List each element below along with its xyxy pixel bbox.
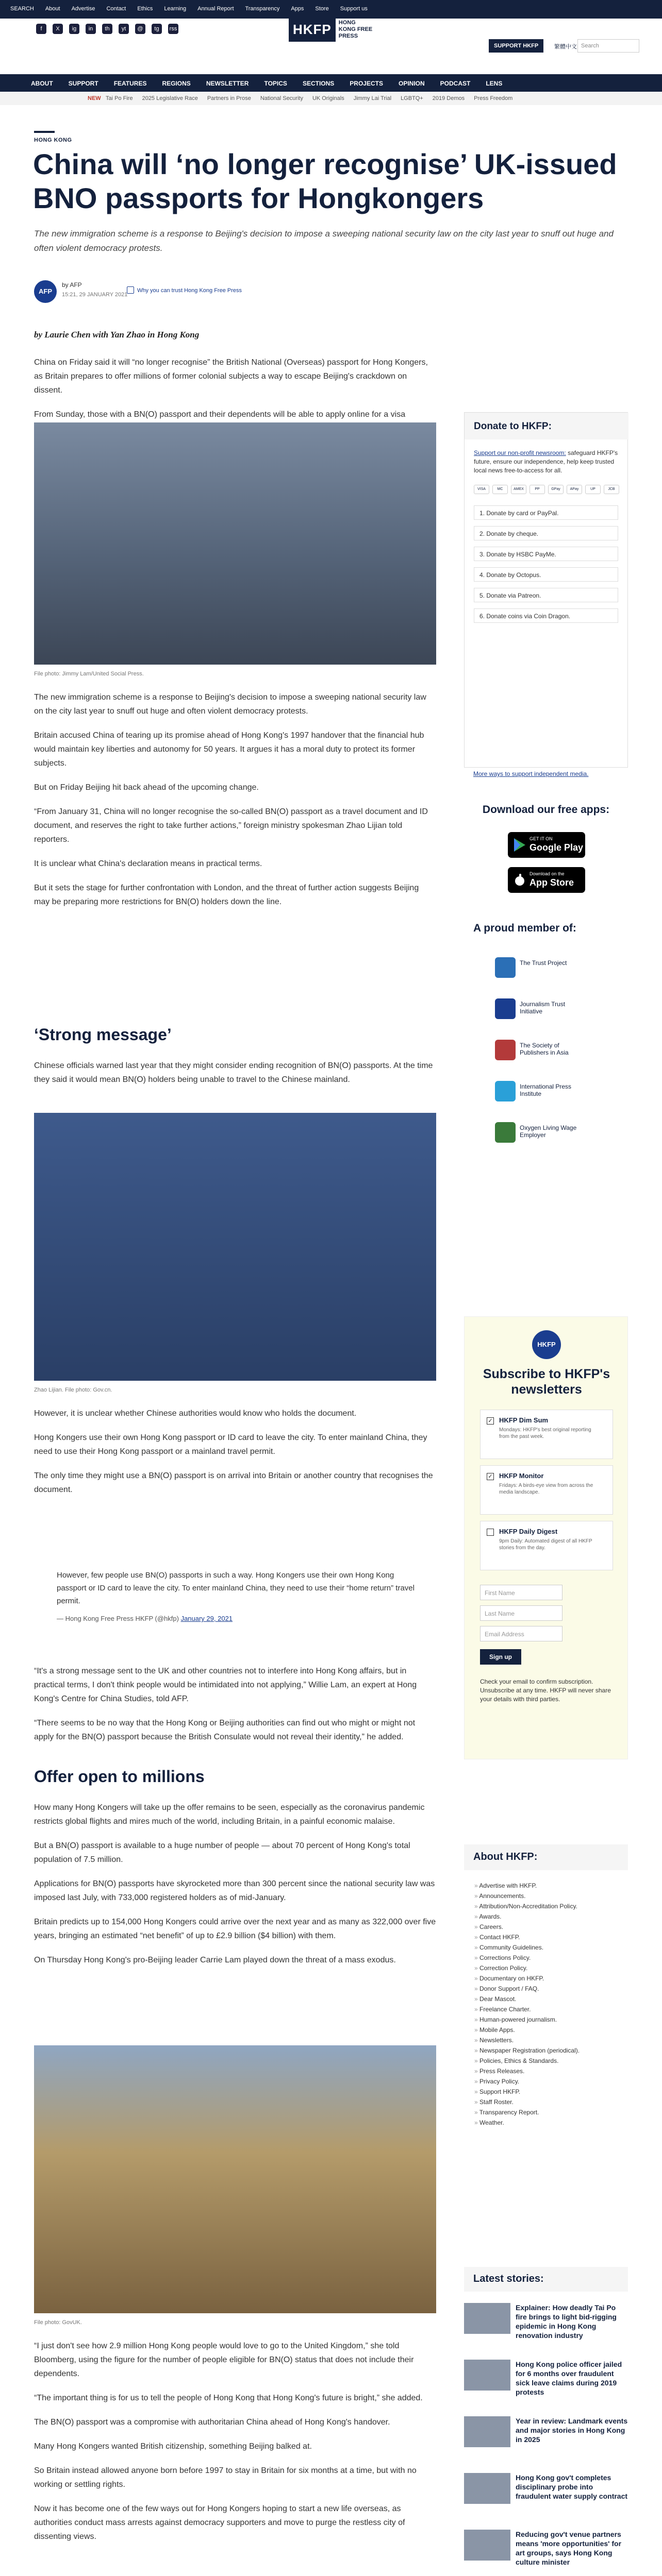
google-play-top: GET IT ON bbox=[529, 836, 553, 841]
paragraph: However, it is unclear whether Chinese authorities would know who holds the document. bbox=[34, 1409, 357, 1418]
donate-option[interactable]: 6. Donate coins via Coin Dragon. bbox=[474, 608, 618, 623]
about-link[interactable]: » Donor Support / FAQ. bbox=[474, 1984, 580, 1994]
nav-item[interactable]: SUPPORT bbox=[68, 80, 98, 87]
about-link[interactable]: » Weather. bbox=[474, 2117, 580, 2128]
about-link[interactable]: » Staff Roster. bbox=[474, 2097, 580, 2107]
subnav-item[interactable]: National Security bbox=[260, 95, 303, 101]
tweet-author: — Hong Kong Free Press HKFP (@hkfp) bbox=[57, 1615, 179, 1622]
nav-item[interactable]: FEATURES bbox=[113, 80, 147, 87]
paragraph: From Sunday, those with a BN(O) passport and their dependents will be able to apply online for a visa bbox=[34, 410, 406, 419]
embedded-tweet bbox=[57, 1569, 418, 1622]
trust-link[interactable]: Why you can trust Hong Kong Free Press bbox=[137, 287, 242, 294]
about-link[interactable]: » Newspaper Registration (periodical). bbox=[474, 2045, 580, 2056]
member-icon bbox=[495, 957, 516, 978]
article-standfirst: The new immigration scheme is a response to Beijing's decision to impose a sweeping national security law on the city last year to snuff out huge and often violent democracy protests. bbox=[34, 229, 614, 253]
about-link[interactable]: » Announcements. bbox=[474, 1891, 580, 1901]
app-store-top: Download on the bbox=[529, 871, 565, 876]
article-image-big-ben bbox=[34, 2045, 436, 2313]
donate-option[interactable]: 5. Donate via Patreon. bbox=[474, 588, 618, 602]
payment-card-icon: AMEX bbox=[511, 485, 526, 494]
article-body-2 bbox=[34, 690, 436, 919]
subnav-item[interactable]: LGBTQ+ bbox=[401, 95, 423, 101]
latest-story[interactable] bbox=[464, 2360, 628, 2409]
main-nav bbox=[0, 74, 662, 92]
section-heading-offer: Offer open to millions bbox=[34, 1767, 205, 1786]
top-link[interactable]: About bbox=[45, 6, 60, 12]
paragraph: So Britain instead allowed anyone born before 1997 to stay in Britain for six months at a time, but with no working or settling rights. bbox=[34, 2466, 417, 2489]
newsletter-option[interactable] bbox=[480, 1521, 613, 1570]
social-icon[interactable]: @ bbox=[135, 24, 145, 34]
image-caption: File photo: GovUK. bbox=[34, 2319, 82, 2326]
nav-item[interactable]: PODCAST bbox=[440, 80, 471, 87]
about-link[interactable]: » Freelance Charter. bbox=[474, 2004, 580, 2014]
last-name-input[interactable]: Last Name bbox=[480, 1605, 562, 1621]
about-list bbox=[474, 1880, 580, 2128]
about-link[interactable]: » Press Releases. bbox=[474, 2066, 580, 2076]
top-link[interactable]: Apps bbox=[291, 6, 304, 12]
paragraph: China on Friday said it will “no longer recognise” the British National (Overseas) passport for Hong Kongers, as Britain prepares to offer millions of former colonial subjects a way to escape Beijing's crackdown on dissent. bbox=[34, 358, 428, 395]
donate-option[interactable]: 4. Donate by Octopus. bbox=[474, 567, 618, 582]
social-icon[interactable]: ig bbox=[69, 24, 79, 34]
email-input[interactable]: Email Address bbox=[480, 1626, 562, 1641]
member-logo[interactable] bbox=[495, 953, 583, 982]
author-avatar[interactable]: AFP bbox=[34, 280, 57, 303]
latest-story[interactable] bbox=[464, 2303, 628, 2352]
member-logo[interactable] bbox=[495, 1036, 583, 1064]
subnav-item[interactable]: 2025 Legislative Race bbox=[142, 95, 198, 101]
subnav-item[interactable]: Partners in Prose bbox=[207, 95, 251, 101]
first-name-input[interactable]: First Name bbox=[480, 1585, 562, 1600]
paragraph: It is unclear what China's declaration means in practical terms. bbox=[34, 859, 262, 868]
paragraph: Britain accused China of tearing up its promise ahead of Hong Kong's 1997 handover that the financial hub would maintain key liberties and autonomy for 50 years. It argues it has a moral duty to protect its former subjects. bbox=[34, 731, 424, 768]
newsletter-box bbox=[464, 1316, 628, 1759]
sub-nav-items bbox=[106, 95, 512, 101]
social-icon[interactable]: yt bbox=[119, 24, 129, 34]
payment-card-icon: GPay bbox=[548, 485, 564, 494]
paragraph: Hong Kongers use their own Hong Kong passport or ID card to leave the city. To enter mainland China, they need to use their Hong Kong passport or a mainland travel permit. bbox=[34, 1433, 427, 1456]
donate-description: safeguard HKFP's future, ensure our independence, help keep trusted local news free-to-access for all. bbox=[474, 449, 618, 474]
about-link[interactable]: » Community Guidelines. bbox=[474, 1942, 580, 1953]
latest-story[interactable] bbox=[464, 2530, 628, 2576]
latest-story[interactable] bbox=[464, 2416, 628, 2466]
site-logo[interactable] bbox=[289, 15, 373, 43]
article-body-3 bbox=[34, 1059, 436, 1097]
donate-box bbox=[464, 412, 628, 768]
top-link[interactable]: Ethics bbox=[137, 6, 153, 12]
article-body-4 bbox=[34, 1406, 436, 1507]
newsletter-option-title: HKFP Monitor bbox=[499, 1472, 544, 1480]
members-title: A proud member of: bbox=[473, 922, 576, 934]
top-link[interactable]: Contact bbox=[106, 6, 126, 12]
social-icon[interactable]: X bbox=[53, 24, 63, 34]
about-link[interactable]: » Privacy Policy. bbox=[474, 2076, 580, 2087]
tweet-date-link[interactable]: January 29, 2021 bbox=[180, 1615, 233, 1622]
nav-item[interactable]: LENS bbox=[486, 80, 503, 87]
member-label: Oxygen Living Wage Employer bbox=[520, 1124, 577, 1139]
about-link[interactable]: » Mobile Apps. bbox=[474, 2025, 580, 2035]
newsletter-option-desc: Fridays: A birds-eye view from across the media landscape. bbox=[499, 1483, 593, 1495]
payment-card-icon: UP bbox=[585, 485, 601, 494]
story-thumbnail[interactable] bbox=[464, 2360, 510, 2391]
article-body-7 bbox=[34, 2339, 436, 2554]
story-thumbnail[interactable] bbox=[464, 2416, 510, 2447]
member-icon bbox=[495, 998, 516, 1019]
paragraph: The BN(O) passport was a compromise with authoritarian China ahead of Hong Kong's handover. bbox=[34, 2418, 390, 2427]
nav-item[interactable]: OPINION bbox=[398, 80, 425, 87]
checkbox[interactable]: ✓ bbox=[487, 1473, 494, 1480]
google-play-icon bbox=[514, 838, 525, 852]
app-store-label: App Store bbox=[529, 877, 574, 888]
about-link[interactable]: » Newsletters. bbox=[474, 2035, 580, 2045]
tag-divider bbox=[34, 131, 55, 133]
article-title: China will ‘no longer recognise’ UK-issued BNO passports for Hongkongers bbox=[33, 148, 617, 214]
donate-header bbox=[465, 413, 628, 439]
about-link[interactable]: » Policies, Ethics & Standards. bbox=[474, 2056, 580, 2066]
social-icon[interactable]: f bbox=[36, 24, 46, 34]
donate-option[interactable]: 2. Donate by cheque. bbox=[474, 526, 618, 540]
subnav-item[interactable]: UK Originals bbox=[312, 95, 344, 101]
about-link[interactable]: » Attribution/Non-Accreditation Policy. bbox=[474, 1901, 580, 1911]
member-label: The Society of Publishers in Asia bbox=[520, 1042, 569, 1056]
nav-item[interactable]: NEWSLETTER bbox=[206, 80, 249, 87]
about-link[interactable]: » Human-powered journalism. bbox=[474, 2014, 580, 2025]
google-play-button[interactable] bbox=[508, 832, 585, 858]
social-icon[interactable]: tg bbox=[152, 24, 162, 34]
newsletter-option-title: HKFP Daily Digest bbox=[499, 1528, 558, 1535]
member-icon bbox=[495, 1040, 516, 1060]
language-link[interactable]: 繁體中文 bbox=[554, 44, 577, 50]
newsletter-option-desc: 9pm Daily: Automated digest of all HKFP stories from the day. bbox=[499, 1538, 592, 1551]
payment-card-icon: PP bbox=[529, 485, 545, 494]
article-body-5 bbox=[34, 1664, 436, 1754]
paragraph: On Thursday Hong Kong's pro-Beijing leader Carrie Lam played down the threat of a mass exodus. bbox=[34, 1956, 396, 1964]
member-icon bbox=[495, 1081, 516, 1101]
byline bbox=[34, 280, 395, 311]
main-nav-items bbox=[31, 80, 502, 87]
top-link[interactable]: Store bbox=[315, 6, 329, 12]
paragraph: “It's a strong message sent to the UK and other countries not to interfere into Hong Kong affairs, but in practical terms, I don't think people would be intimidated into not applying,” Willie Lam, an expert at Hong Kong's Centre for China Studies, told AFP. bbox=[34, 1667, 417, 1703]
newsletter-option-desc: Mondays: HKFP's best original reporting from the past week. bbox=[499, 1427, 591, 1439]
nav-item[interactable]: REGIONS bbox=[162, 80, 191, 87]
section-heading bbox=[34, 1025, 436, 1044]
trust-icon bbox=[127, 286, 134, 294]
paragraph: Now it has become one of the few ways out for Hong Kongers hoping to start a new life overseas, as authorities conduct mass arrests against democracy supporters and move to purge the restless city of dissenting views. bbox=[34, 2504, 405, 2541]
nav-item[interactable]: SECTIONS bbox=[302, 80, 335, 87]
donate-support-link[interactable]: Support our non-profit newsroom: bbox=[474, 449, 566, 456]
member-label: The Trust Project bbox=[520, 959, 567, 967]
paragraph: The only time they might use a BN(O) passport is on arrival into Britain or another country that recognises the document. bbox=[34, 1471, 433, 1494]
member-logo[interactable] bbox=[495, 1077, 583, 1106]
subnav-item[interactable]: 2019 Demos bbox=[432, 95, 465, 101]
donate-option[interactable]: 3. Donate by HSBC PayMe. bbox=[474, 547, 618, 561]
paragraph: But it sets the stage for further confrontation with London, and the threat of further action suggests Beijing may be preparing more restrictions for BN(O) holders down the line. bbox=[34, 884, 419, 906]
top-link[interactable]: Annual Report bbox=[197, 6, 234, 12]
payment-card-icon: JCB bbox=[604, 485, 619, 494]
newsletter-title: Subscribe to HKFP's newsletters bbox=[483, 1367, 610, 1397]
article-body-6 bbox=[34, 1801, 436, 1977]
paragraph: Chinese officials warned last year that they might consider ending recognition of BN(O) passports. At the time they said it would mean BN(O) holders being unable to travel to the Chinese mainland. bbox=[34, 1061, 433, 1084]
section-heading bbox=[34, 1767, 436, 1786]
app-store-button[interactable] bbox=[508, 867, 585, 893]
nav-item[interactable]: ABOUT bbox=[31, 80, 53, 87]
image-caption: Zhao Lijian. File photo: Gov.cn. bbox=[34, 1387, 112, 1393]
subnav-item[interactable]: Tai Po Fire bbox=[106, 95, 133, 101]
logo-mark: HKFP bbox=[289, 18, 336, 42]
support-button[interactable]: SUPPORT HKFP bbox=[489, 39, 543, 53]
category-tag[interactable]: HONG KONG bbox=[34, 137, 72, 143]
image-caption: File photo: Jimmy Lam/United Social Press. bbox=[34, 671, 144, 677]
google-play-label: Google Play bbox=[529, 842, 584, 853]
top-link[interactable]: Transparency bbox=[245, 6, 280, 12]
section-heading-strong-message: ‘Strong message’ bbox=[34, 1025, 172, 1044]
top-link[interactable]: Support us bbox=[340, 6, 368, 12]
article-image-zhao-lijian bbox=[34, 1113, 436, 1381]
member-icon bbox=[495, 1122, 516, 1143]
about-title: About HKFP: bbox=[464, 1844, 628, 1870]
about-link[interactable]: » Documentary on HKFP. bbox=[474, 1973, 580, 1984]
social-icon[interactable]: rss bbox=[168, 24, 178, 34]
donate-title: Donate to HKFP: bbox=[474, 421, 552, 432]
nav-item[interactable]: TOPICS bbox=[264, 80, 287, 87]
newsletter-note: Check your email to confirm subscription. Unsubscribe at any time. HKFP will never share your details with third parties. bbox=[480, 1678, 611, 1703]
payment-card-icon: VISA bbox=[474, 485, 489, 494]
member-logo[interactable] bbox=[495, 994, 583, 1023]
signup-button[interactable]: Sign up bbox=[480, 1649, 521, 1665]
checkbox[interactable] bbox=[487, 1529, 494, 1536]
about-link[interactable]: » Support HKFP. bbox=[474, 2087, 580, 2097]
member-label: Journalism Trust Initiative bbox=[520, 1001, 566, 1015]
newsletter-option[interactable] bbox=[480, 1410, 613, 1459]
about-link[interactable]: » Correction Policy. bbox=[474, 1963, 580, 1973]
article-image-bno-passport bbox=[34, 422, 436, 665]
social-icons bbox=[36, 24, 178, 34]
donate-option[interactable]: 1. Donate by card or PayPal. bbox=[474, 505, 618, 520]
top-link[interactable]: SEARCH bbox=[10, 6, 34, 12]
member-label: International Press Institute bbox=[520, 1083, 572, 1097]
newsletter-option-title: HKFP Dim Sum bbox=[499, 1416, 549, 1424]
story-thumbnail[interactable] bbox=[464, 2530, 510, 2561]
paragraph: “There seems to be no way that the Hong Kong or Beijing authorities can find out who might or might not apply for the BN(O) passport because the British Consulate would not reveal their identity,” he added. bbox=[34, 1719, 416, 1741]
subnav-item[interactable]: Jimmy Lai Trial bbox=[353, 95, 392, 101]
story-headline[interactable]: Hong Kong police officer jailed for 6 months over fraudulent sick leave claims during 2019 protests bbox=[516, 2360, 622, 2396]
story-headline[interactable]: Explainer: How deadly Tai Po fire brings to light bid-rigging epidemic in Hong Kong renovation industry bbox=[516, 2303, 617, 2340]
newsletter-option[interactable] bbox=[480, 1465, 613, 1515]
payment-cards bbox=[474, 485, 619, 494]
latest-story[interactable] bbox=[464, 2473, 628, 2522]
donate-more-link[interactable]: More ways to support independent media. bbox=[473, 770, 589, 777]
sub-nav bbox=[0, 92, 662, 105]
nav-item[interactable]: PROJECTS bbox=[350, 80, 383, 87]
apple-icon bbox=[514, 873, 525, 887]
new-label: NEW bbox=[88, 95, 101, 101]
paragraph: How many Hong Kongers will take up the offer remains to be seen, especially as the coronavirus pandemic restricts global flights and mires much of the world, including Britain, in a painful economic malaise. bbox=[34, 1803, 425, 1826]
apps-title: Download our free apps: bbox=[482, 804, 610, 816]
paragraph: Applications for BN(O) passports have skyrocketed more than 300 percent since the national security law was imposed last July, with 733,000 registered holders as of mid-January. bbox=[34, 1879, 435, 1902]
paragraph: “The important thing is for us to tell the people of Hong Kong that Hong Kong's future is bright,” she added. bbox=[34, 2394, 423, 2402]
payment-card-icon: APay bbox=[567, 485, 582, 494]
story-thumbnail[interactable] bbox=[464, 2303, 510, 2334]
paragraph: Britain predicts up to 154,000 Hong Kongers could arrive over the next year and as many as 322,000 over five years, bringing an estimated “net benefit” of up to £2.9 billion ($4 billion) with them. bbox=[34, 1918, 436, 1940]
newsletter-logo: HKFP bbox=[532, 1330, 561, 1359]
paragraph: But on Friday Beijing hit back ahead of the upcoming change. bbox=[34, 783, 259, 792]
logo-name: HONG KONG FREE PRESS bbox=[338, 19, 373, 39]
search-input[interactable]: Search bbox=[577, 39, 639, 53]
paragraph: But a BN(O) passport is available to a huge number of people — about 70 percent of Hong Kong's total population of 7.5 million. bbox=[34, 1841, 410, 1864]
about-link[interactable]: » Dear Mascot. bbox=[474, 1994, 580, 2004]
checkbox[interactable]: ✓ bbox=[487, 1417, 494, 1425]
social-icon[interactable]: th bbox=[102, 24, 112, 34]
byline-date: 15:21, 29 JANUARY 2021 bbox=[62, 292, 128, 298]
about-link[interactable]: » Careers. bbox=[474, 1922, 580, 1932]
about-link[interactable]: » Contact HKFP. bbox=[474, 1932, 580, 1942]
byline-author[interactable]: by AFP bbox=[62, 281, 82, 289]
top-links bbox=[10, 6, 368, 12]
social-icon[interactable]: in bbox=[86, 24, 96, 34]
paragraph: “I just don't see how 2.9 million Hong Kong people would love to go to the United Kingdom,” she told Bloomberg, using the figure for the number of people eligible for BN(O) status that does not include their dependents. bbox=[34, 2342, 414, 2378]
payment-card-icon: MC bbox=[492, 485, 508, 494]
paragraph: The new immigration scheme is a response to Beijing's decision to impose a sweeping national security law on the city last year to snuff out huge and often violent democracy protests. bbox=[34, 693, 426, 716]
about-link[interactable]: » Advertise with HKFP. bbox=[474, 1880, 580, 1891]
tweet-text: However, few people use BN(O) passports in such a way. Hong Kongers use their own Hong Kong passport or ID card to leave the city. To enter mainland China, they need to use their “home return” travel permit. bbox=[57, 1571, 415, 1605]
about-link[interactable]: » Awards. bbox=[474, 1911, 580, 1922]
top-link[interactable]: Advertise bbox=[71, 6, 95, 12]
article-authors: by Laurie Chen with Yan Zhao in Hong Kong bbox=[34, 330, 200, 340]
story-headline[interactable]: Year in review: Landmark events and major stories in Hong Kong in 2025 bbox=[516, 2417, 628, 2444]
story-headline[interactable]: Hong Kong gov't completes disciplinary probe into fraudulent water supply contract bbox=[516, 2473, 628, 2500]
paragraph: “From January 31, China will no longer recognise the so-called BN(O) passport as a travel document and ID document, and reserves the right to take further actions,” foreign ministry spokesman Zhao Lijian told reporters. bbox=[34, 807, 428, 844]
top-link[interactable]: Learning bbox=[164, 6, 187, 12]
subnav-item[interactable]: Press Freedom bbox=[474, 95, 513, 101]
story-thumbnail[interactable] bbox=[464, 2473, 510, 2504]
donate-text bbox=[474, 449, 618, 475]
latest-title: Latest stories: bbox=[464, 2267, 628, 2292]
about-link[interactable]: » Transparency Report. bbox=[474, 2107, 580, 2117]
member-logo[interactable] bbox=[495, 1118, 583, 1147]
story-headline[interactable]: Reducing gov't venue partners means 'more opportunities' for art groups, says Hong Kong culture minister bbox=[516, 2530, 622, 2566]
paragraph: Many Hong Kongers wanted British citizenship, something Beijing balked at. bbox=[34, 2442, 312, 2451]
tweet-source bbox=[57, 1615, 418, 1622]
about-link[interactable]: » Corrections Policy. bbox=[474, 1953, 580, 1963]
